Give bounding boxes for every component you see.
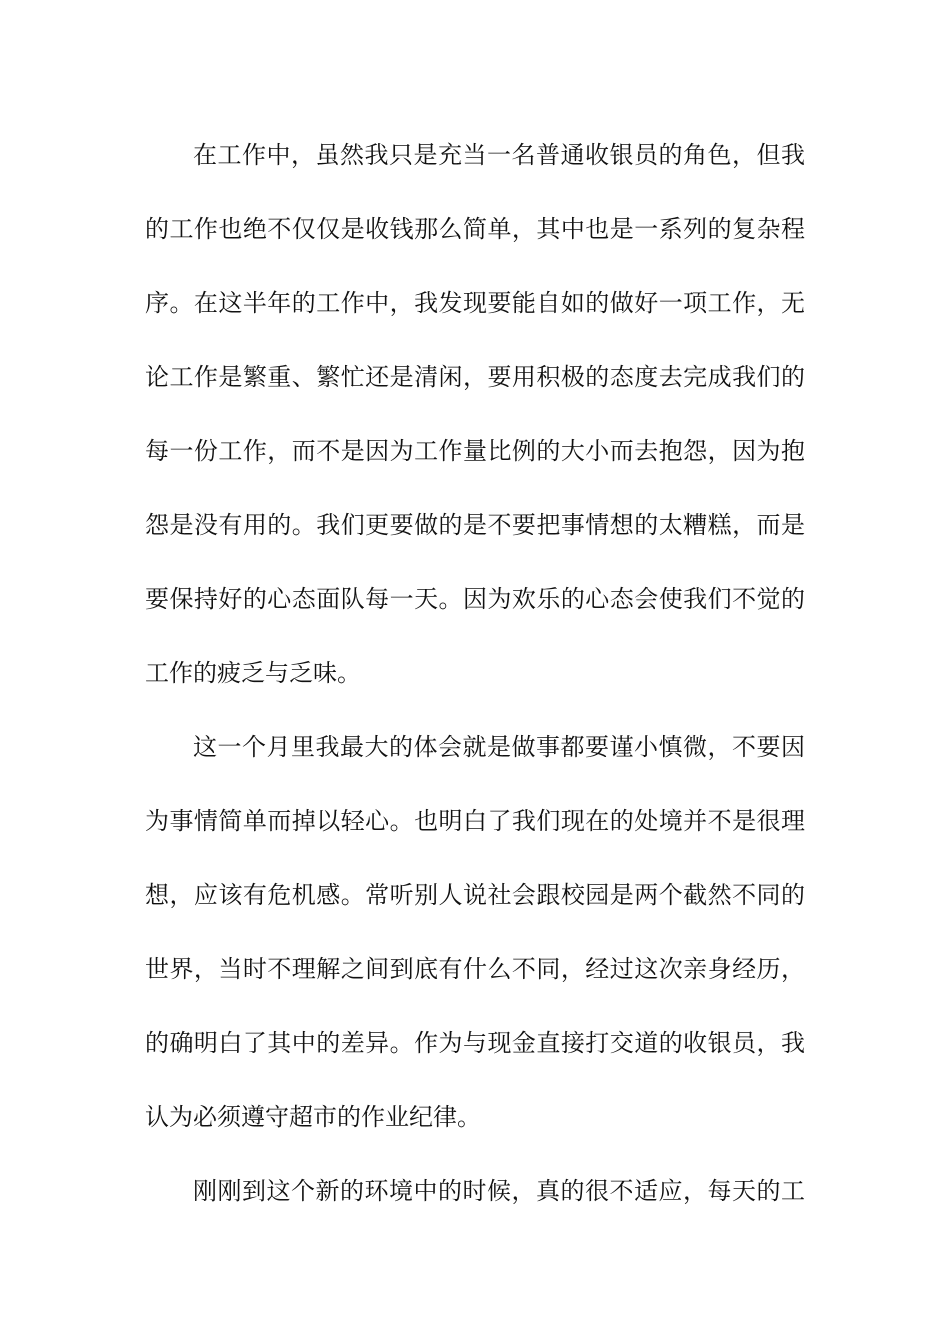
text-line: 的工作也绝不仅仅是收钱那么简单，其中也是一系列的复杂程 [145, 215, 805, 243]
text-line: 想，应该有危机感。常听别人说社会跟校园是两个截然不同的 [145, 881, 805, 909]
text-line: 刚刚到这个新的环境中的时候，真的很不适应，每天的工 [193, 1177, 805, 1205]
text-line: 每一份工作，而不是因为工作量比例的大小而去抱怨，因为抱 [145, 437, 805, 465]
text-line: 在工作中，虽然我只是充当一名普通收银员的角色，但我 [193, 141, 805, 169]
paragraph [145, 118, 805, 710]
text-line: 工作的疲乏与乏味。 [145, 659, 361, 687]
paragraph [145, 1154, 805, 1228]
paragraph [145, 710, 805, 1154]
text-line: 世界，当时不理解之间到底有什么不同，经过这次亲身经历， [145, 955, 805, 983]
text-line: 的确明白了其中的差异。作为与现金直接打交道的收银员，我 [145, 1029, 805, 1057]
text-line: 序。在这半年的工作中，我发现要能自如的做好一项工作，无 [145, 289, 805, 317]
document-body [145, 118, 805, 1228]
text-line: 认为必须遵守超市的作业纪律。 [145, 1103, 481, 1131]
text-line: 这一个月里我最大的体会就是做事都要谨小慎微，不要因 [193, 733, 805, 761]
text-line: 要保持好的心态面队每一天。因为欢乐的心态会使我们不觉的 [145, 585, 805, 613]
text-line: 为事情简单而掉以轻心。也明白了我们现在的处境并不是很理 [145, 807, 805, 835]
text-line: 怨是没有用的。我们更要做的是不要把事情想的太糟糕，而是 [145, 511, 805, 539]
text-line: 论工作是繁重、繁忙还是清闲，要用积极的态度去完成我们的 [145, 363, 805, 391]
